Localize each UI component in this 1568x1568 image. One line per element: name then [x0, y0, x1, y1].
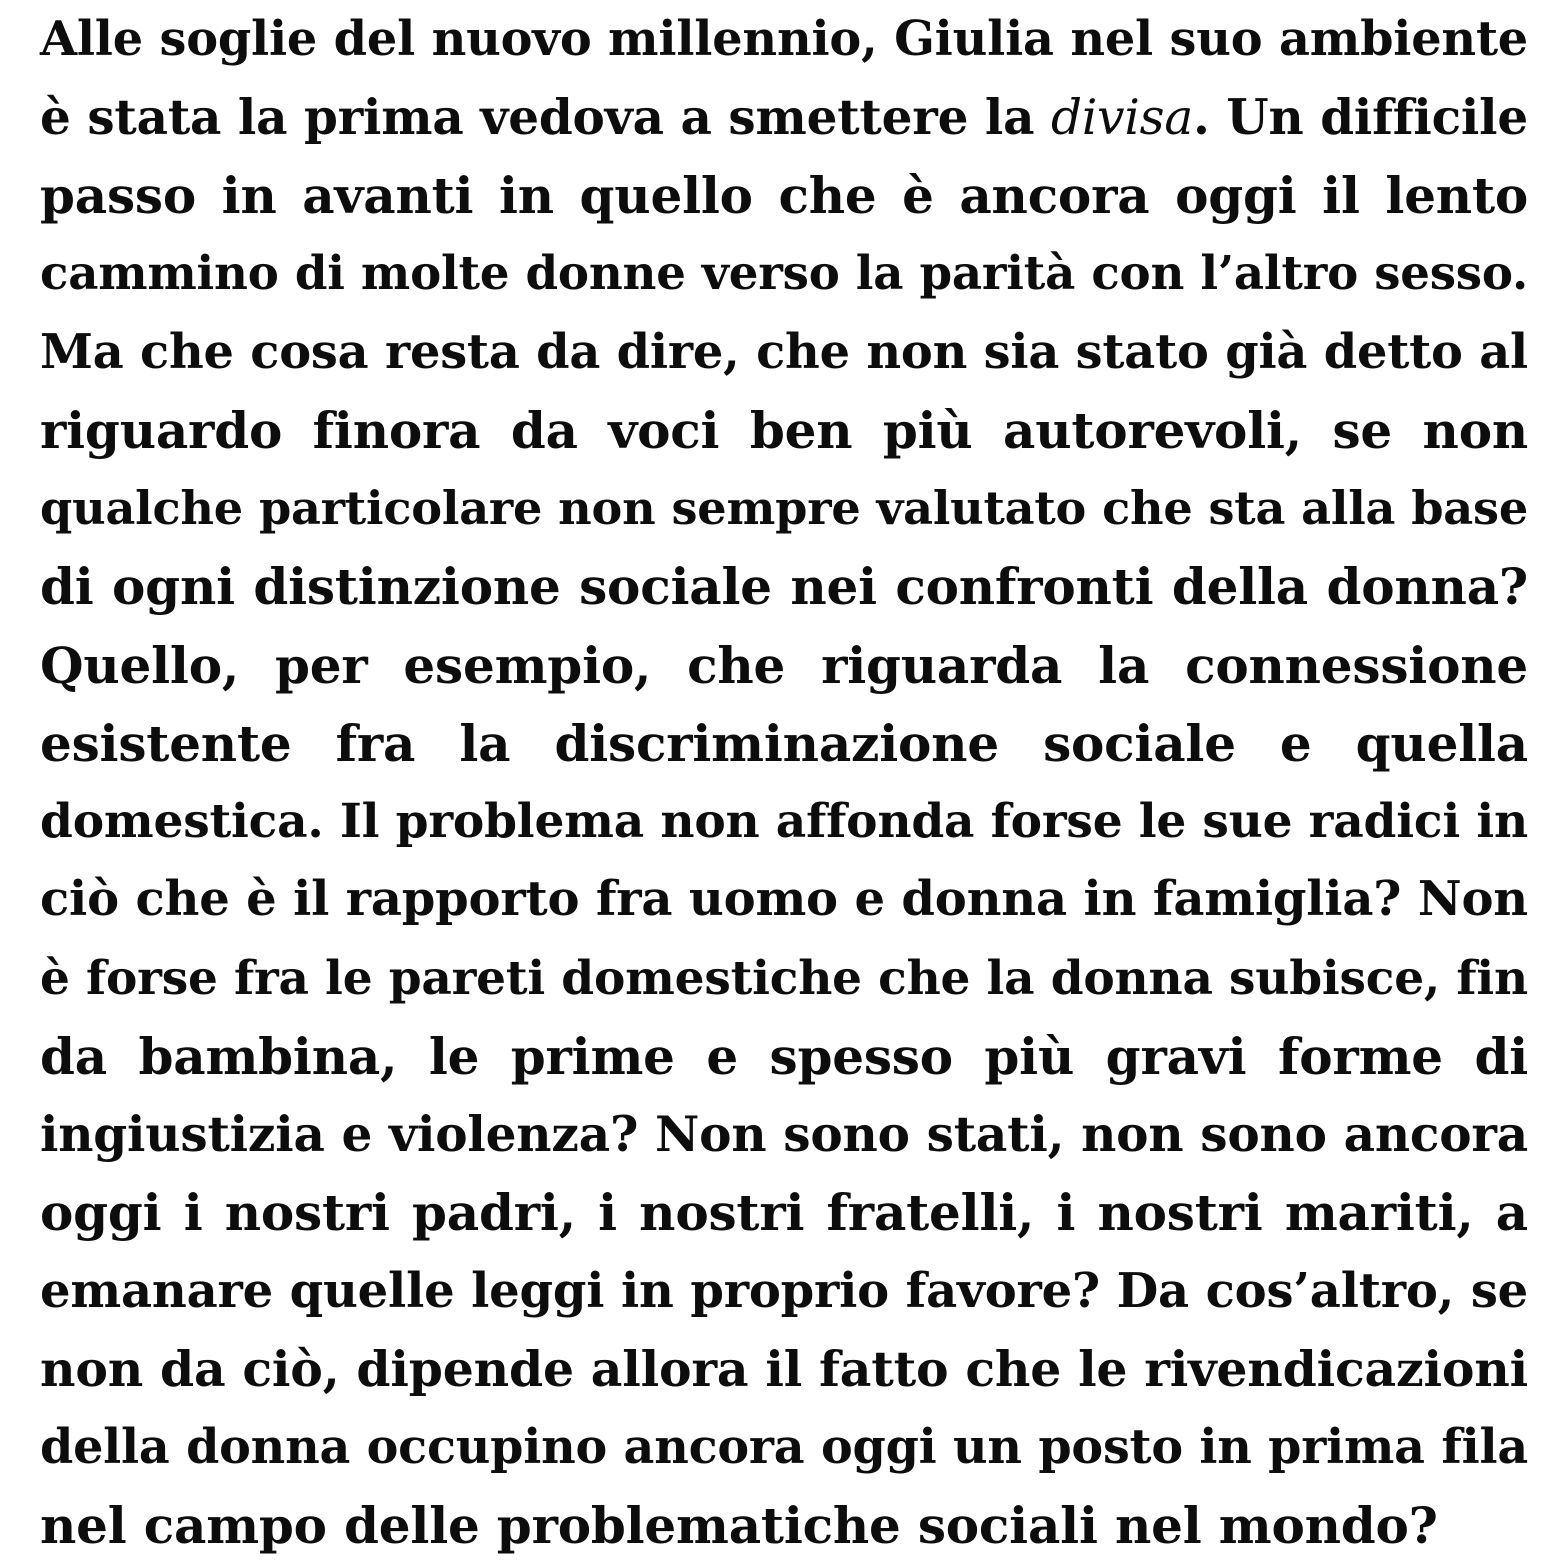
text-line-15: ingiustizia e violenza? Non sono stati, non sono ancora — [40, 1106, 1528, 1163]
text-line-2-end: . Un difficile — [1193, 89, 1528, 146]
text-line-8: di ogni distinzione sociale nei confronti della donna? — [40, 557, 1528, 616]
text-line-18: non da ciò, dipende allora il fatto che le rivendicazioni — [40, 1340, 1528, 1398]
text-line-20: nel campo delle problematiche sociali nel mondo? — [40, 1496, 1438, 1555]
text-line-16: oggi i nostri padri, i nostri fratelli, i nostri mariti, a — [40, 1183, 1528, 1242]
text-line-17: emanare quelle leggi in proprio favore? Da cos’altro, se — [40, 1263, 1528, 1319]
text-line-3: passo in avanti in quello che è ancora oggi il lento — [40, 166, 1528, 225]
text-line-4: cammino di molte donne verso la parità con l’altro sesso. — [40, 246, 1528, 301]
text-line-1: Alle soglie del nuovo millennio, Giulia nel suo ambiente — [40, 11, 1528, 67]
text-line-13: è forse fra le pareti domestiche che la donna subisce, fin — [40, 951, 1528, 1006]
text-line-10: esistente fra la discriminazione sociale e quella — [40, 714, 1528, 773]
text-line-14: da bambina, le prime e spesso più gravi forme di — [40, 1027, 1528, 1086]
text-line-5: Ma che cosa resta da dire, che non sia stato già detto al — [40, 324, 1528, 380]
text-line-11: domestica. Il problema non affonda forse le sue radici in — [40, 794, 1528, 849]
text-line-7: qualche particolare non sempre valutato che sta alla base — [40, 481, 1528, 535]
text-line-9: Quello, per esempio, che riguarda la connessione — [40, 636, 1528, 695]
text-line-12: ciò che è il rapporto fra uomo e donna in famiglia? Non — [40, 871, 1528, 927]
italic-word-divisa: divisa — [1051, 90, 1194, 146]
text-line-6: riguardo finora da voci ben più autorevoli, se non — [40, 401, 1528, 460]
text-line-2-start: è stata la prima vedova a smettere la — [40, 89, 1052, 146]
text-line-19: della donna occupino ancora oggi un posto in prima fila — [40, 1419, 1528, 1475]
text-line-2 — [40, 78, 1528, 157]
